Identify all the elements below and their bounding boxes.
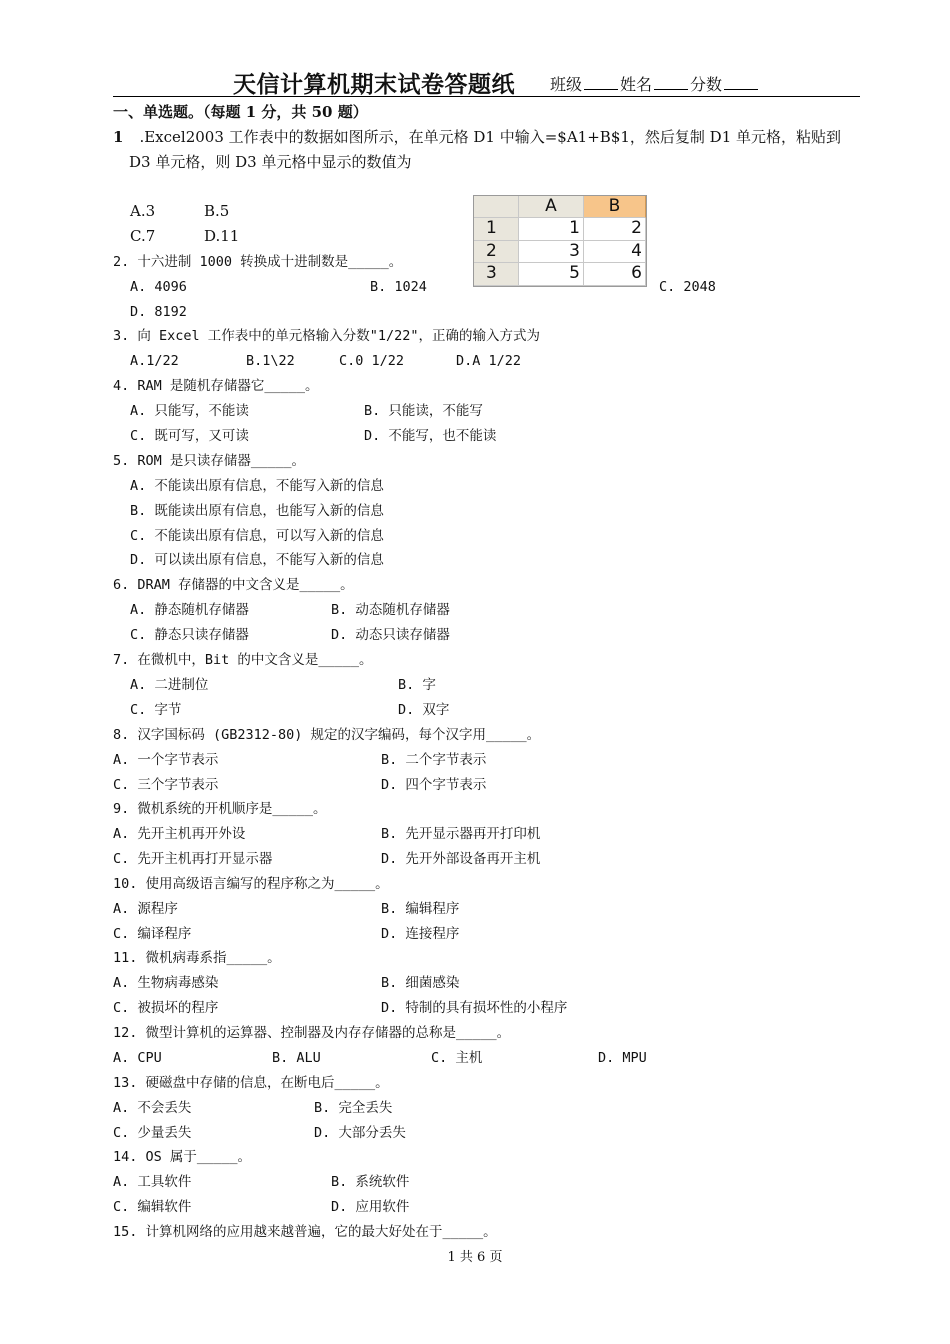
q12-option-d: D. MPU: [598, 1050, 647, 1066]
question-2: 2. 十六进制 1000 转换成十进制数是_____。: [113, 254, 403, 270]
row-header-3: 3: [474, 263, 519, 286]
q7-option-b: B. 字: [398, 677, 436, 693]
q4-option-a: A. 只能写，不能读: [130, 403, 249, 419]
q3-option-b: B.1\22: [246, 353, 295, 369]
q12-option-b: B. ALU: [272, 1050, 321, 1066]
q2-option-a: A. 4096: [130, 279, 187, 295]
q10-option-a: A. 源程序: [113, 901, 178, 917]
question-1-number: 1: [113, 128, 124, 146]
q3-option-d: D.A 1/22: [456, 353, 522, 369]
q10-option-d: D. 连接程序: [381, 926, 460, 942]
q9-option-c: C. 先开主机再打开显示器: [113, 851, 273, 867]
student-fields: [550, 72, 760, 95]
section-title: 一、单选题。（每题 1 分，共 50 题）: [113, 103, 368, 121]
q6-option-a: A. 静态随机存储器: [130, 602, 249, 618]
q5-option-a: A. 不能读出原有信息，不能写入新的信息: [130, 478, 384, 494]
q5-option-c: C. 不能读出原有信息，可以写入新的信息: [130, 528, 384, 544]
page-title: 天信计算机期末试卷答题纸: [233, 72, 515, 98]
q8-option-c: C. 三个字节表示: [113, 777, 219, 793]
q7-option-a: A. 二进制位: [130, 677, 209, 693]
page-header: [113, 64, 860, 97]
q3-option-c: C.0 1/22: [339, 353, 405, 369]
class-blank: [584, 75, 618, 90]
corner-cell: [474, 196, 519, 218]
q12-option-c: C. 主机: [431, 1050, 483, 1066]
question-4: 4. RAM 是随机存储器它_____。: [113, 378, 319, 394]
q6-option-c: C. 静态只读存储器: [130, 627, 249, 643]
name-label: 姓名: [620, 75, 653, 94]
cell-b1: 2: [584, 218, 646, 241]
q5-option-d: D. 可以读出原有信息，不能写入新的信息: [130, 552, 384, 568]
q14-option-c: C. 编辑软件: [113, 1199, 192, 1215]
question-10: 10. 使用高级语言编写的程序称之为_____。: [113, 876, 389, 892]
q1-option-c: C.7: [130, 227, 156, 245]
q7-option-d: D. 双字: [398, 702, 450, 718]
q10-option-b: B. 编辑程序: [381, 901, 460, 917]
question-3: 3. 向 Excel 工作表中的单元格输入分数"1/22"，正确的输入方式为: [113, 328, 541, 344]
page-number: 1 共 6 页: [447, 1250, 503, 1265]
question-1-line2: D3 单元格，则 D3 单元格中显示的数值为: [129, 153, 412, 171]
row-header-2: 2: [474, 241, 519, 263]
q6-option-b: B. 动态随机存储器: [331, 602, 450, 618]
q11-option-b: B. 细菌感染: [381, 975, 460, 991]
question-9: 9. 微机系统的开机顺序是_____。: [113, 801, 327, 817]
question-5: 5. ROM 是只读存储器_____。: [113, 453, 306, 469]
q3-option-a: A.1/22: [130, 353, 179, 369]
q2-option-d: D. 8192: [130, 304, 187, 320]
q2-option-c: C. 2048: [659, 279, 716, 295]
name-blank: [654, 75, 688, 90]
q9-option-a: A. 先开主机再开外设: [113, 826, 246, 842]
question-6: 6. DRAM 存储器的中文含义是_____。: [113, 577, 354, 593]
row-header-1: 1: [474, 218, 519, 241]
q14-option-d: D. 应用软件: [331, 1199, 410, 1215]
cell-b2: 4: [584, 241, 646, 263]
question-11: 11. 微机病毒系指_____。: [113, 950, 281, 966]
q4-option-d: D. 不能写，也不能读: [364, 428, 497, 444]
question-14: 14. OS 属于_____。: [113, 1149, 252, 1165]
q8-option-a: A. 一个字节表示: [113, 752, 219, 768]
q5-option-b: B. 既能读出原有信息，也能写入新的信息: [130, 503, 384, 519]
q10-option-c: C. 编译程序: [113, 926, 192, 942]
q1-option-b: B.5: [204, 202, 230, 220]
q11-option-c: C. 被损坏的程序: [113, 1000, 219, 1016]
q9-option-d: D. 先开外部设备再开主机: [381, 851, 541, 867]
score-label: 分数: [690, 75, 723, 94]
question-1-line1: .Excel2003 工作表中的数据如图所示，在单元格 D1 中输入=$A1+B$1，然后复制 D1 单元格，粘贴到: [139, 128, 842, 146]
question-12: 12. 微型计算机的运算器、控制器及内存存储器的总称是_____。: [113, 1025, 511, 1041]
q14-option-a: A. 工具软件: [113, 1174, 192, 1190]
question-1: [113, 127, 841, 147]
cell-a3: 5: [519, 263, 584, 286]
q11-option-d: D. 特制的具有损坏性的小程序: [381, 1000, 568, 1016]
q8-option-b: B. 二个字节表示: [381, 752, 487, 768]
q4-option-b: B. 只能读，不能写: [364, 403, 483, 419]
q6-option-d: D. 动态只读存储器: [331, 627, 450, 643]
q8-option-d: D. 四个字节表示: [381, 777, 487, 793]
q13-option-d: D. 大部分丢失: [314, 1125, 406, 1141]
q13-option-a: A. 不会丢失: [113, 1100, 192, 1116]
q13-option-b: B. 完全丢失: [314, 1100, 393, 1116]
cell-a2: 3: [519, 241, 584, 263]
q1-option-d: D.11: [204, 227, 240, 245]
score-blank: [724, 75, 758, 90]
q13-option-c: C. 少量丢失: [113, 1125, 192, 1141]
col-header-a: A: [519, 196, 584, 218]
q11-option-a: A. 生物病毒感染: [113, 975, 219, 991]
question-15: 15. 计算机网络的应用越来越普遍，它的最大好处在于_____。: [113, 1224, 497, 1240]
col-header-b: B: [584, 196, 646, 218]
q7-option-c: C. 字节: [130, 702, 182, 718]
q12-option-a: A. CPU: [113, 1050, 162, 1066]
q9-option-b: B. 先开显示器再开打印机: [381, 826, 541, 842]
class-label: 班级: [550, 75, 583, 94]
cell-a1: 1: [519, 218, 584, 241]
question-8: 8. 汉字国标码 (GB2312-80) 规定的汉字编码，每个汉字用_____。: [113, 727, 541, 743]
question-13: 13. 硬磁盘中存储的信息，在断电后_____。: [113, 1075, 389, 1091]
q4-option-c: C. 既可写，又可读: [130, 428, 249, 444]
question-7: 7. 在微机中，Bit 的中文含义是_____。: [113, 652, 373, 668]
q14-option-b: B. 系统软件: [331, 1174, 410, 1190]
spreadsheet-figure: [473, 195, 647, 287]
q2-option-b: B. 1024: [370, 279, 427, 295]
cell-b3: 6: [584, 263, 646, 286]
q1-option-a: A.3: [130, 202, 156, 220]
